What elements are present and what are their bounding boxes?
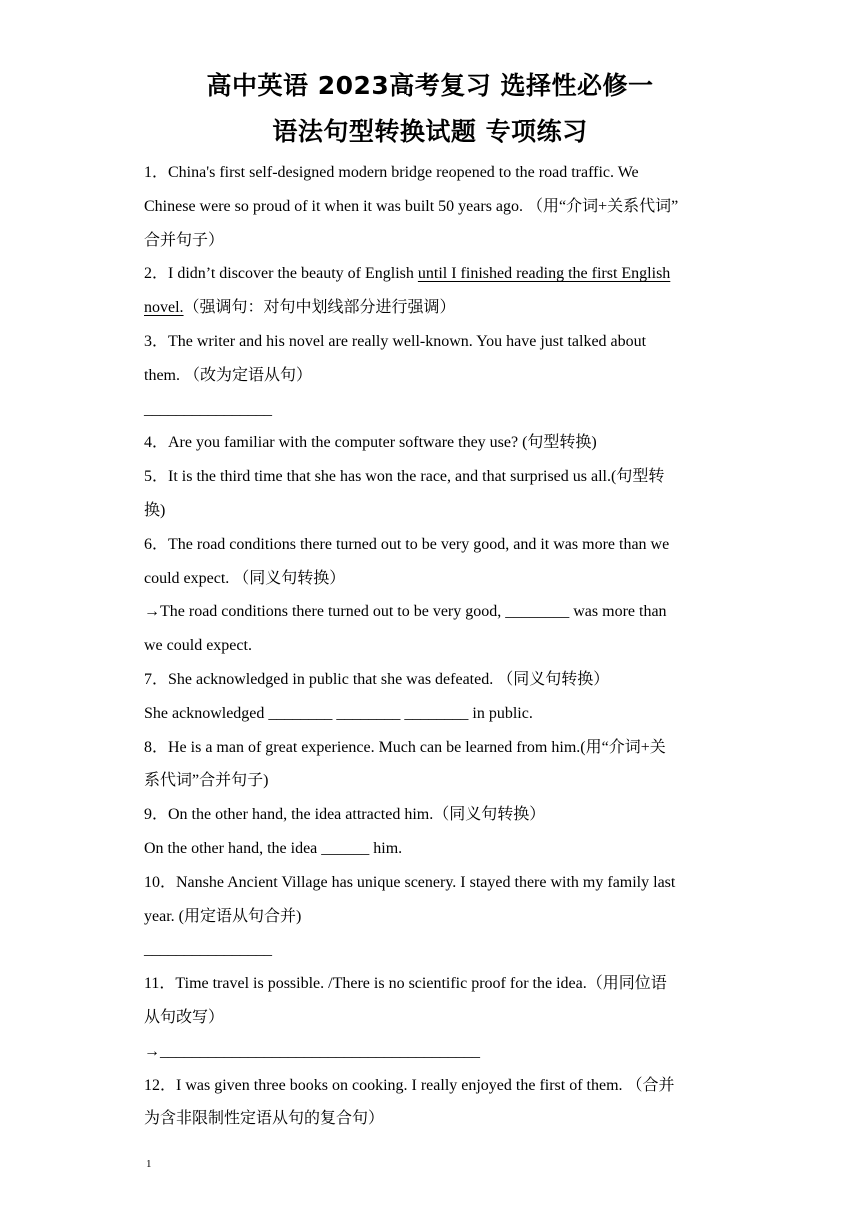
question-2-instruction: （强调句：对句中划线部分进行强调） [183, 299, 456, 317]
question-1-line: Chinese were so proud of it when it was built 50 years ago. （用“介词+关系代词” [144, 197, 679, 215]
question-2-line [144, 291, 716, 325]
question-10-line: 10．Nanshe Ancient Village has unique scenery. I stayed there with my family last [144, 873, 676, 891]
answer-blank: ________________ [144, 400, 272, 418]
question-12-line: 12．I was given three books on cooking. I really enjoyed the first of them. （合并 [144, 1076, 675, 1094]
question-9-line: On the other hand, the idea ______ him. [144, 839, 403, 857]
question-2-text: 2．I didn’t discover the beauty of English [144, 265, 418, 283]
question-8-line: 系代词”合并句子) [144, 772, 269, 790]
answer-blank: ________________ [144, 941, 272, 959]
question-9-line: 9．On the other hand, the idea attracted him.（同义句转换） [144, 806, 546, 824]
question-3-line: 3．The writer and his novel are really well-known. You have just talked about [144, 332, 647, 350]
question-6-line: could expect. （同义句转换） [144, 569, 346, 587]
questions-body [144, 156, 716, 1136]
question-7-line: 7．She acknowledged in public that she was defeated. （同义句转换） [144, 670, 610, 688]
page-number: 1 [146, 1158, 152, 1170]
question-2-underlined: until I finished reading the first English [417, 265, 671, 283]
question-12-line: 为含非限制性定语从句的复合句） [144, 1110, 385, 1128]
question-5-line: 5．It is the third time that she has won the race, and that surprised us all.(句型转 [144, 468, 665, 486]
question-6-line: 6．The road conditions there turned out to be very good, and it was more than we [144, 535, 670, 553]
question-2-underlined: novel. [144, 299, 184, 317]
document-subtitle: 语法句型转换试题 专项练习 [272, 117, 588, 146]
question-10-line: year. (用定语从句合并) [144, 907, 302, 925]
question-7-line: She acknowledged ________ ________ ________ in public. [144, 704, 533, 722]
question-11-line: 11．Time travel is possible. /There is no scientific proof for the idea.（用同位语 [144, 975, 667, 993]
question-11-line: →________________________________________ [144, 1042, 480, 1060]
question-11-line: 从句改写） [144, 1008, 225, 1026]
question-6-line: →The road conditions there turned out to be very good, ________ was more than [144, 603, 667, 621]
question-1-line: 1．China's first self-designed modern bridge reopened to the road traffic. We [144, 164, 639, 181]
question-6-line: we could expect. [144, 637, 252, 655]
question-1-line: 合并句子） [144, 231, 225, 249]
question-2-line [144, 257, 716, 291]
question-5-line: 换) [144, 501, 166, 519]
question-8-line: 8．He is a man of great experience. Much can be learned from him.(用“介词+关 [144, 738, 666, 756]
document-title: 高中英语 2023高考复习 选择性必修一 [206, 71, 654, 100]
question-4-line: 4．Are you familiar with the computer software they use? (句型转换) [144, 434, 597, 452]
question-3-line: them. （改为定语从句） [144, 366, 312, 384]
